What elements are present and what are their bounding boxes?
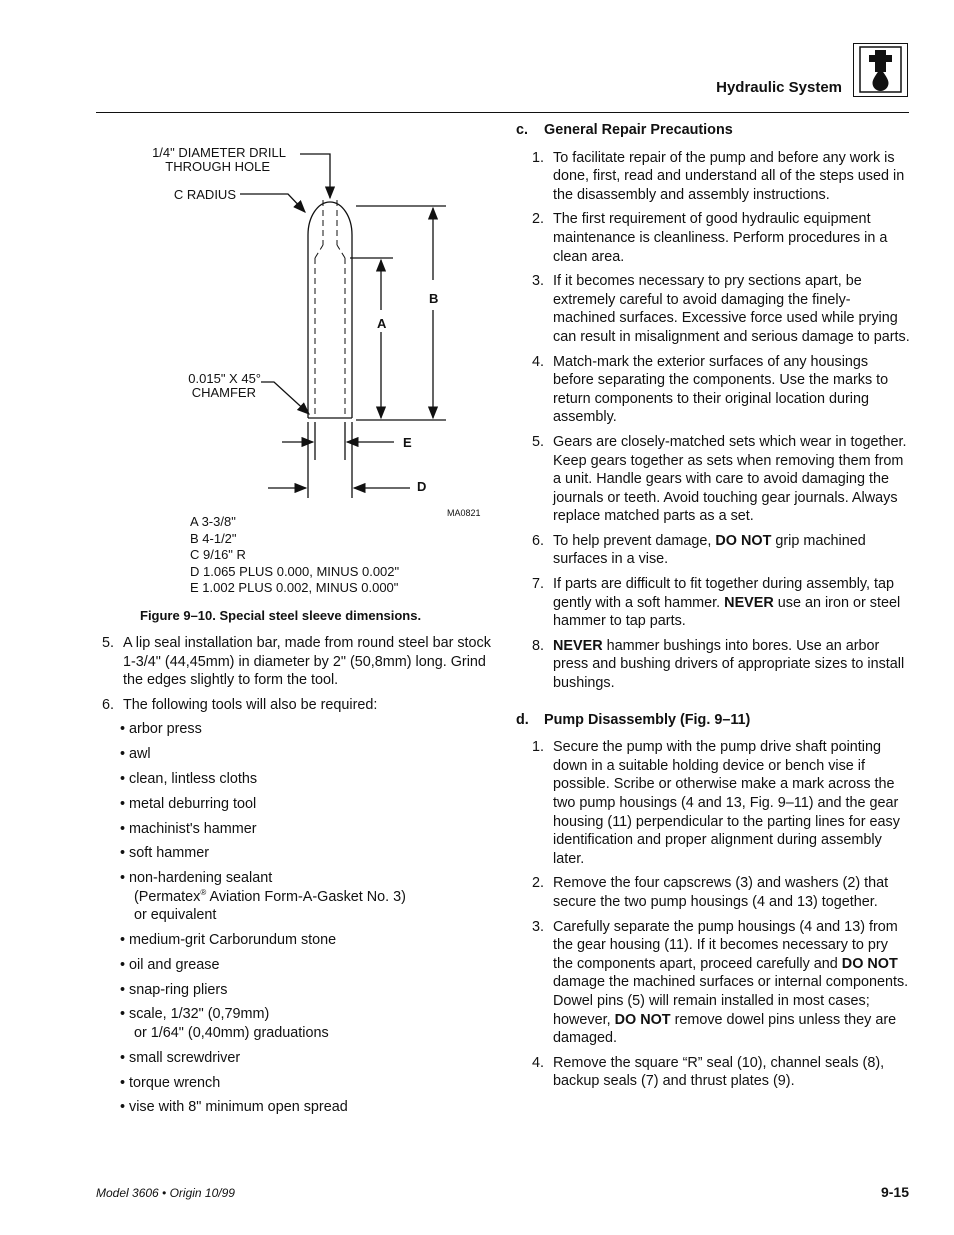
tool-item: • vise with 8" minimum open spread — [120, 1099, 348, 1116]
figure-caption: Figure 9–10. Special steel sleeve dimensions. — [140, 608, 422, 623]
list-item: 6. The following tools will also be required: — [101, 696, 378, 713]
list-item: 2. Remove the four capscrews (3) and washers (2) that secure the two pump housings (4 and 13) together. — [531, 875, 889, 910]
tool-item: • medium-grit Carborundum stone — [120, 932, 337, 949]
legend-e: E 1.002 PLUS 0.002, MINUS 0.000" — [190, 580, 399, 595]
footer-model: Model 3606 • Origin 10/99 — [96, 1186, 235, 1200]
legend-c: C 9/16" R — [190, 547, 246, 562]
tool-item: • snap-ring pliers — [120, 981, 228, 998]
label-drill-2: THROUGH HOLE — [165, 159, 270, 174]
figure-code: MA0821 — [447, 508, 481, 518]
dimension-e-label: E — [403, 435, 412, 450]
list-item: 5. A lip seal installation bar, made from round steel bar stock 1-3/4" (44,45mm) in diameter by 2" (50,8mm) long. Grind the edges slightly to form the tool. — [101, 635, 491, 689]
list-item: 3. If it becomes necessary to pry sections apart, be extremely careful to avoid damaging the finely-machined surfaces. Excessive force used while prying can result in misalignment and serious damage to parts. — [531, 273, 910, 345]
right-column — [516, 121, 911, 1091]
list-item: 3. Carefully separate the pump housings (4 and 13) from the gear housing (11). If it becomes necessary to pry the components apart, proceed carefully and DO NOT damage the machined surfaces or internal components. Dowel pins (5) will remain installed in most cases; however, DO NOT remove dowel pins unless they are damaged. — [531, 918, 909, 1047]
list-item: 7. If parts are difficult to fit together during assembly, tap gently with a soft hammer. NEVER use an iron or steel hammer to tap parts. — [531, 576, 901, 630]
list-item: 4. Remove the square “R” seal (10), channel seals (8), backup seals (7) and thrust plates (9). — [531, 1054, 885, 1090]
dimension-b-label: B — [429, 291, 439, 306]
sleeve-bore-hidden — [315, 200, 345, 418]
label-chamfer: 0.015" X 45° — [188, 371, 261, 386]
legend-d: D 1.065 PLUS 0.000, MINUS 0.002" — [190, 563, 400, 579]
tool-item: • clean, lintless cloths — [120, 770, 258, 787]
figure-legend — [190, 514, 399, 597]
list-item: 6. To help prevent damage, DO NOT grip machined surfaces in a vise. — [531, 532, 866, 568]
legend-b: B 4-1/2" — [190, 530, 237, 546]
list-item: 8. NEVER hammer bushings into bores. Use an arbor press and bushing drivers of appropriate sizes to install bushings. — [531, 637, 905, 692]
section-title: Hydraulic System — [716, 79, 842, 96]
tool-item: • soft hammer — [120, 845, 210, 862]
tool-item: • non-hardening sealant (Permatex® Aviation Form-A-Gasket No. 3) or equivalent — [120, 870, 406, 924]
list-item: 1. To facilitate repair of the pump and before any work is done, first, read and understand all of the steps used in the disassembly and assembly instructions. — [531, 149, 905, 203]
tool-item: • small screwdriver — [120, 1049, 241, 1066]
legend-a: A 3-3/8" — [190, 514, 236, 529]
tool-item: • oil and grease — [120, 956, 220, 973]
dimension-d-label: D — [417, 479, 427, 494]
tool-item: • machinist's hammer — [120, 820, 257, 837]
tool-item: • metal deburring tool — [120, 795, 257, 812]
list-item: 2. The first requirement of good hydraulic equipment maintenance is cleanliness. Perform procedures in a clean area. — [531, 211, 888, 265]
header-rule — [96, 112, 909, 113]
label-drill: 1/4" DIAMETER DRILL — [152, 145, 286, 160]
section-heading-d: d. Pump Disassembly (Fig. 9–11) — [516, 711, 751, 728]
tool-item: • scale, 1/32" (0,79mm) or 1/64" (0,40mm) graduations — [120, 1006, 329, 1041]
list-item: 5. Gears are closely-matched sets which wear in together. Keep gears together as sets when removing them from a unit. Handle gears with care to avoid damaging the journals or teeth. Avoid touching gear journals. Always replace matched parts as a set. — [531, 433, 907, 525]
tool-item: • awl — [120, 746, 151, 763]
sleeve-dimension-diagram — [96, 140, 496, 525]
hydraulic-oil-drop-icon — [853, 43, 908, 97]
section-heading-c: c. General Repair Precautions — [516, 122, 733, 138]
tool-list — [96, 720, 496, 1117]
dimension-a-label: A — [377, 316, 387, 331]
tool-item: • arbor press — [120, 721, 202, 738]
list-item: 1. Secure the pump with the pump drive shaft pointing down in a suitable holding device or bench vise if possible. Scribe or otherwise make a mark across the two pump housings (4 and 13, Fig. 9–11) and the gear housing (11) perpendicular to the parting lines for easy identification and proper alignment during assembly later. — [531, 739, 900, 867]
tool-item: • torque wrench — [120, 1074, 221, 1091]
label-radius: C RADIUS — [173, 187, 236, 202]
label-chamfer-2: CHAMFER — [191, 385, 256, 400]
left-column — [96, 634, 496, 1117]
list-item: 4. Match-mark the exterior surfaces of any housings before separating the components. Use the marks to return components to their original location during assembly. — [531, 353, 889, 426]
page-number: 9-15 — [880, 1184, 909, 1200]
